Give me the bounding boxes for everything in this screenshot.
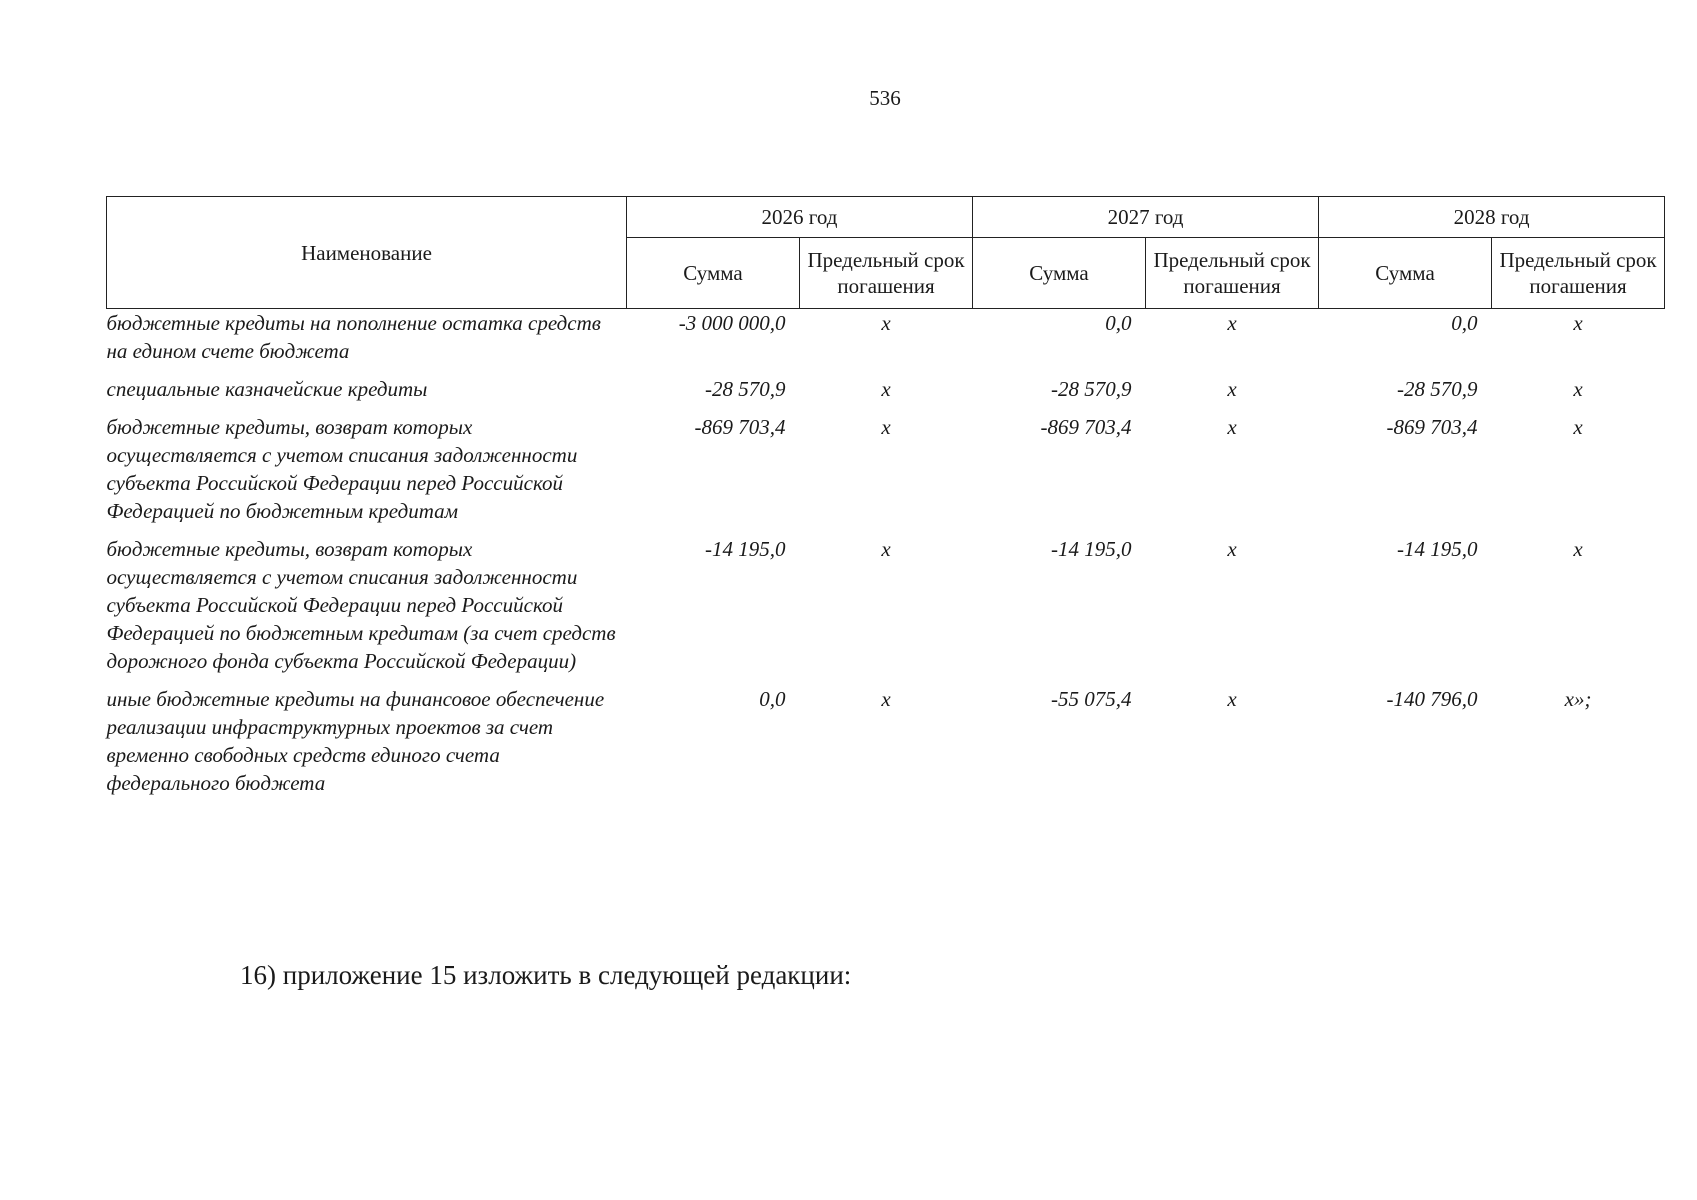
row-name: бюджетные кредиты на пополнение остатка средств на едином счете бюджета xyxy=(106,311,601,363)
term-cell: x xyxy=(1573,377,1583,401)
sum-cell: -14 195,0 xyxy=(705,537,786,561)
sum-cell: -869 703,4 xyxy=(1386,415,1478,439)
term-column-header: Предельный срок погашения xyxy=(800,238,973,309)
sum-column-header: Сумма xyxy=(627,238,800,309)
sum-cell: -869 703,4 xyxy=(1040,415,1132,439)
row-name: бюджетные кредиты, возврат которых осуществляется с учетом списания задолженности субъекта Российской Федерации перед Российской Федерацией по бюджетным кредитам (за счет средств дорожного фонда субъекта Российской Федерации) xyxy=(106,537,616,673)
year-header-2027: 2027 год xyxy=(973,197,1319,238)
table-row xyxy=(107,685,1665,807)
sum-cell: -869 703,4 xyxy=(694,415,786,439)
term-cell: x xyxy=(1227,687,1237,711)
term-cell: x xyxy=(881,415,891,439)
term-cell: x xyxy=(881,537,891,561)
amendment-instruction: 16) приложение 15 изложить в следующей редакции: xyxy=(240,960,852,990)
sum-cell: -14 195,0 xyxy=(1051,537,1132,561)
sum-column-header: Сумма xyxy=(973,238,1146,309)
term-cell: x xyxy=(881,687,891,711)
sum-cell: -14 195,0 xyxy=(1397,537,1478,561)
term-cell: x xyxy=(1573,311,1583,335)
sum-cell: 0,0 xyxy=(1451,311,1478,335)
row-name: иные бюджетные кредиты на финансовое обеспечение реализации инфраструктурных проектов за счет временно свободных средств единого счета федерального бюджета xyxy=(106,687,605,795)
term-cell: x xyxy=(881,377,891,401)
sum-column-header: Сумма xyxy=(1319,238,1492,309)
term-cell: x xyxy=(1227,377,1237,401)
table-row xyxy=(107,413,1665,535)
sum-cell: -55 075,4 xyxy=(1051,687,1132,711)
term-cell: x xyxy=(881,311,891,335)
term-column-header: Предельный срок погашения xyxy=(1146,238,1319,309)
term-cell: x xyxy=(1573,415,1583,439)
row-name: бюджетные кредиты, возврат которых осуществляется с учетом списания задолженности субъекта Российской Федерации перед Российской Федерацией по бюджетным кредитам xyxy=(106,415,578,523)
year-header-2026: 2026 год xyxy=(627,197,973,238)
sum-cell: -28 570,9 xyxy=(705,377,786,401)
term-cell: x xyxy=(1573,537,1583,561)
sum-cell: -28 570,9 xyxy=(1051,377,1132,401)
term-cell: x xyxy=(1227,415,1237,439)
budget-credits-table xyxy=(106,196,1665,807)
page-number: 536 xyxy=(869,86,901,110)
term-cell: x xyxy=(1227,537,1237,561)
sum-cell: -140 796,0 xyxy=(1386,687,1478,711)
sum-cell: 0,0 xyxy=(759,687,786,711)
row-name: специальные казначейские кредиты xyxy=(106,377,428,401)
sum-cell: 0,0 xyxy=(1105,311,1132,335)
sum-cell: -3 000 000,0 xyxy=(678,311,786,335)
table-row xyxy=(107,535,1665,685)
year-header-2028: 2028 год xyxy=(1319,197,1665,238)
sum-cell: -28 570,9 xyxy=(1397,377,1478,401)
term-cell: x xyxy=(1227,311,1237,335)
term-cell: x»; xyxy=(1564,687,1592,711)
table-row xyxy=(107,309,1665,376)
term-column-header: Предельный срок погашения xyxy=(1492,238,1665,309)
table-row xyxy=(107,375,1665,413)
name-column-header: Наименование xyxy=(107,197,627,309)
